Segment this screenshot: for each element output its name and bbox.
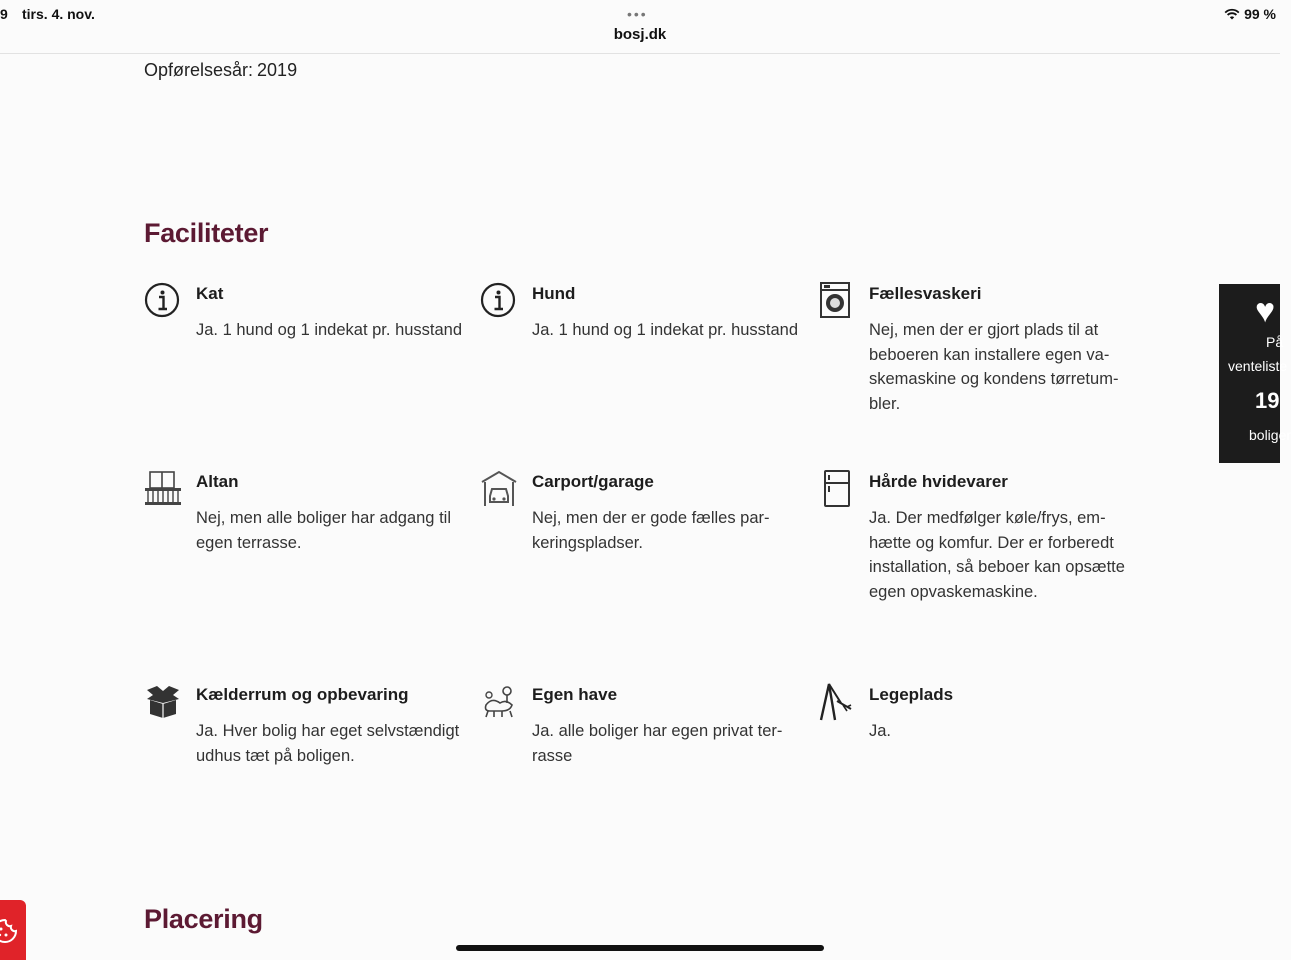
storage-box-icon [144,683,182,721]
facility-desc: Ja. [869,722,892,740]
status-right [1224,6,1276,22]
balcony-icon [144,470,182,508]
waitlist-count: 19 [1255,388,1280,413]
garden-icon [480,683,518,721]
info-icon [480,282,518,320]
carport-icon [480,470,518,508]
url-label[interactable]: bosj.dk [613,26,667,43]
build-year [144,60,297,81]
placement-heading: Placering [144,904,263,934]
facility-name: Fællesvaskeri [869,284,982,303]
cookie-icon [0,918,18,944]
cookie-settings-button[interactable] [0,900,26,960]
facility-name: Hårde hvidevarer [869,472,1008,491]
waitlist-line2: venteliste [1228,358,1288,374]
facility-desc: Ja. Hver bolig har eget selvstændigt udhus tæt på boligen. [196,722,460,765]
home-indicator[interactable] [456,945,824,951]
facility-name: Kælderrum og opbevaring [196,685,409,704]
facility-name: Hund [532,284,576,303]
build-year-label: Opførelsesår: [144,60,254,80]
more-options-dots[interactable]: ••• [627,6,648,22]
waitlist-line3: boliger [1249,427,1291,443]
status-date: tirs. 4. nov. [22,6,95,22]
heart-icon: ♥ [1255,292,1276,330]
playground-icon [817,683,855,721]
facility-desc: Ja. 1 hund og 1 indekat pr. husstand [196,321,463,339]
waitlist-line1: På [1266,334,1284,350]
status-bar [0,0,1280,54]
status-time: 9 [0,6,8,22]
info-icon [144,282,182,320]
facility-desc: Ja. alle boliger har egen privat terrasse [532,722,783,765]
facilities-heading: Faciliteter [144,218,269,248]
battery-level: 99 % [1244,6,1276,22]
facility-desc: Nej, men der er gode fælles parkeringspladser. [532,509,770,552]
fridge-icon [817,470,855,508]
facility-name: Carport/garage [532,472,654,491]
washing-machine-icon [817,282,855,320]
facility-desc: Nej, men alle boliger har adgang til egen terrasse. [196,509,451,552]
facility-desc: Ja. Der medfølger køle/frys, emhætte og komfur. Der er forberedt installation, så beboer kan opsætte egen opvaskemaskine. [869,509,1125,601]
facility-name: Legeplads [869,685,954,704]
facility-name: Kat [196,284,224,303]
facility-name: Altan [196,472,239,491]
facility-name: Egen have [532,685,618,704]
build-year-value: 2019 [257,60,298,80]
waitlist-panel[interactable] [1219,284,1291,463]
facility-desc: Ja. 1 hund og 1 indekat pr. husstand [532,321,799,339]
status-left [0,6,95,22]
facility-desc: Nej, men der er gjort plads til at beboeren kan installere egen vaskemaskine og kondens tørretumbler. [869,321,1119,413]
wifi-icon [1224,8,1240,20]
